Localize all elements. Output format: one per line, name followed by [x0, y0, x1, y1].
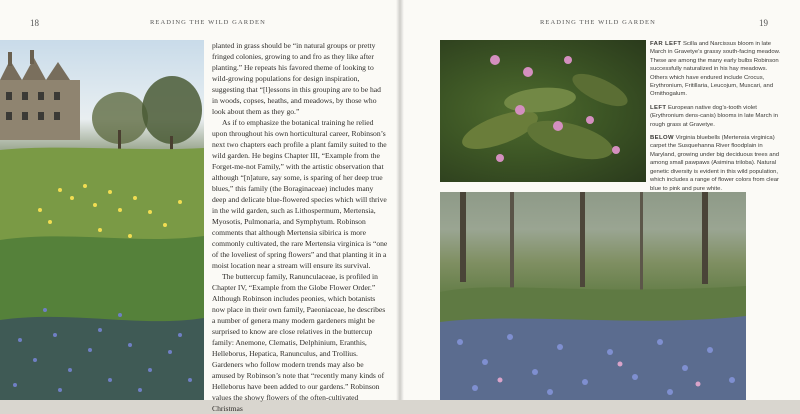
bluebell-illustration	[440, 192, 746, 400]
caption-far-left	[650, 40, 782, 99]
body-text	[212, 40, 388, 414]
book-gutter	[396, 0, 404, 400]
left-page	[0, 0, 400, 413]
photo-captions	[650, 40, 782, 198]
right-page	[400, 0, 800, 400]
caption-below	[650, 134, 782, 193]
caption-left	[650, 104, 782, 129]
caption-label: FAR LEFT	[650, 41, 682, 47]
caption-text: Scilla and Narcissus bloom in late March in Gravetye’s grassy south-facing meadow. These are among the many early bulbs Robinson successfully naturalized in his hay meadows. Others which have endured include Crocus, Erythronium, Fritillaria, Leucojum, Muscari, and Ornithogalum.	[650, 41, 781, 98]
erythronium-illustration	[440, 40, 646, 182]
caption-text: European native dog’s-tooth violet (Erythronium dens-canis) blooms in late March in rough grass at Gravetye.	[650, 104, 779, 128]
photo-gravetye-meadow	[0, 40, 204, 400]
caption-label: BELOW	[650, 135, 674, 142]
photo-dogs-tooth-violet	[440, 40, 646, 182]
paragraph: planted in grass should be “in natural groups or pretty fringed colonies, growing to and fro as they like after planting.” He repeats his favored theme of looking to wild-growing populations for design inspiration, suggesting that “[l]essons in this grouping are to be had in woods, copses, heaths, and meadows, by those who look about them as they go.”	[212, 41, 381, 116]
running-head: READING THE WILD GARDEN	[150, 19, 266, 26]
caption-label: LEFT	[650, 104, 667, 111]
caption-text: Virginia bluebells (Mertensia virginica) carpet the Susquehanna River floodplain in Maryland, growing under big deciduous trees and among small pawpaws (Asimina triloba). Natural genetic diversity is evident in this wild population, which includes a range of flower colors from clear blue to pink and pure white.	[650, 135, 780, 192]
running-head: READING THE WILD GARDEN	[540, 19, 656, 26]
page-number: 18	[30, 18, 39, 28]
paragraph: The buttercup family, Ranunculaceae, is profiled in Chapter IV, “Example from the Globe Flower Order.” Although Robinson includes peonies, which botanists now place in their own family, Paeoniaceae, he describes a number of genera many modern gardeners might be surprised to know are close relatives in the buttercup family: Anemone, Clematis, Delphinium, Eranthis, Helleborus, Hepatica, Ranunculus, and Trollius. Gardeners who follow modern trends may also be amused by Robinson’s note that “recently many kinds of Helleborus have been added to our gardens.” Robinson values the showy flowers of the often-cultivated Christmas	[212, 272, 386, 413]
page-number: 19	[759, 18, 768, 28]
paragraph: As if to emphasize the botanical training he relied upon throughout his own horticultural career, Robinson’s next two chapters each profile a plant family suited to the wild garden. He begins Chapter III, “Example from the Forget-me-not Family,” with the artistic observation that although “[n]ature, say some, is sparing of her deep true blues,” this family (the Boraginaceae) includes many deep and delicate blue-flowered species which will thrive in the wild garden, such as Lithospermum, Mertensia, Myosotis, Pulmonaria, and Symphytum. Robinson comments that although Mertensia sibirica is more commonly cultivated, the rare Mertensia virginica is “one of the loveliest of spring flowers” and that planting it in a moist location near a stream will ensure its survival.	[212, 118, 388, 270]
photo-virginia-bluebells	[440, 192, 746, 400]
meadow-illustration	[0, 40, 204, 400]
